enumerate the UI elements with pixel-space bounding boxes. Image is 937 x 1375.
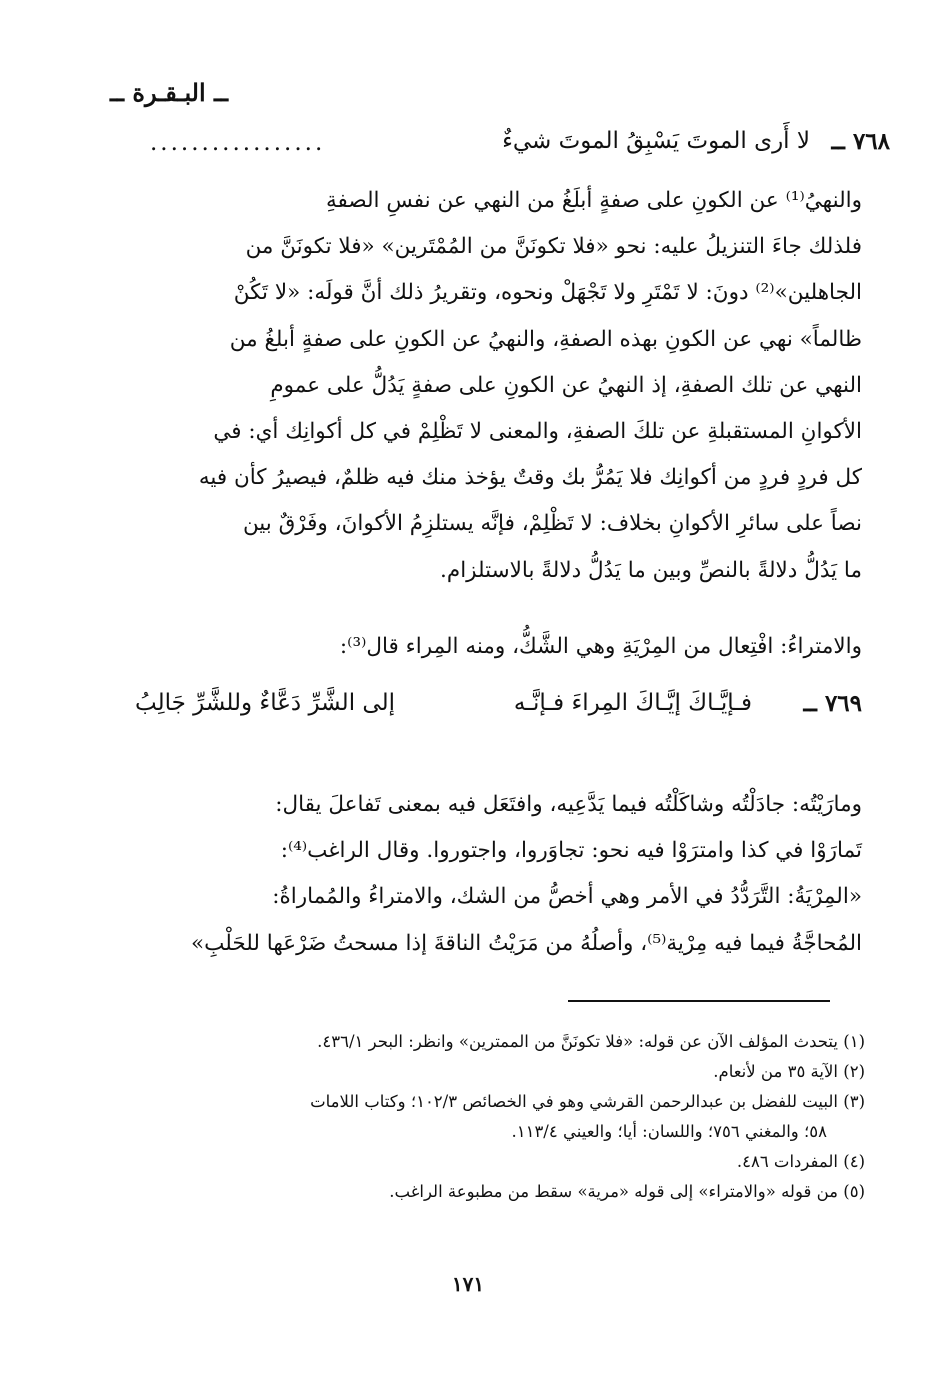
footnote-3: (٣) البيت للفضل بن عبدالرحمن القرشي وهو في الخصائص ١٠٢/٣؛ وكتاب اللامات: [310, 1092, 865, 1111]
text-line: نصاً على سائرِ الأكوانِ بخلاف: لا تَظْلِمْ، فإنَّه يستلزِمُ الأكوانَ، وفَرْقٌ بين: [242, 511, 862, 537]
paragraph-1: [135, 178, 862, 598]
text-line: والامتراءُ: افْتِعال من المِرْيَةِ وهي الشَّكُّ، ومنه المِراء قال⁽³⁾:: [339, 634, 862, 659]
verse-769: [135, 690, 862, 730]
verse-768: [150, 128, 890, 164]
paragraph-2: [135, 624, 862, 670]
text-line: تَمارَوْا في كذا وامترَوْا فيه نحو: تجاوَروا، واجتوروا. وقال الراغب⁽⁴⁾:: [280, 838, 862, 864]
running-title: ــ البـقـرة ــ: [110, 78, 229, 107]
text-line: فلذلك جاءَ التنزيلُ عليه: نحو «فلا تكونَنَّ من المُمْتَرين» «فلا تكونَنَّ من: [245, 234, 862, 260]
verse-ellipsis: .................: [150, 130, 326, 156]
text-line: ظالماً» نهي عن الكونِ بهذه الصفةِ، والنهيُ عن الكونِ على صفةٍ أبلغُ من: [229, 326, 862, 352]
footnotes: [150, 1027, 865, 1207]
running-header: [110, 78, 290, 108]
verse-hemistich-second: إلى الشَّرِّ دَعَّاءٌ وللشَّرِّ جَالِبُ: [135, 690, 395, 716]
footnote-5: (٥) من قوله «والامتراء» إلى قوله «مرية» سقط من مطبوعة الراغب.: [389, 1182, 865, 1201]
text-line: الأكوانِ المستقبلةِ عن تلكَ الصفةِ، والمعنى لا تَظْلِمْ في كل أكوانِك أي: في: [213, 419, 862, 445]
footnote-4: (٤) المفردات ٤٨٦.: [736, 1152, 865, 1171]
footnote-2: (٢) الآية ٣٥ من لأنعام.: [713, 1062, 865, 1081]
page-number: ١٧١: [451, 1272, 485, 1296]
text-line: كل فردٍ فردٍ من أكوانِك فلا يَمُرُّ بك وقتٌ يؤخذ منك فيه ظلمٌ، فيصيرُ كأن فيه: [198, 465, 862, 491]
text-line: والنهيُ⁽¹⁾ عن الكونِ على صفةٍ أبلَغُ من النهي عن نفسِ الصفةِ: [325, 188, 862, 213]
text-line: الجاهلين»⁽²⁾ دونَ: لا تَمْتَرِ ولا تَجْهَلْ ونحوه، وتقريرُ ذلك أنَّ قولَه: «لا تَكُنْ: [233, 280, 862, 306]
verse-number: ٧٦٨ ــ: [831, 128, 890, 155]
text-line: ومارَيْتُه: جادَلْتُه وشاكَلْتُه فيما يَدَّعِيه، وافتَعَل فيه بمعنى تَفاعلَ يقال:: [275, 792, 862, 817]
text-line: النهي عن تلك الصفةِ، إذ النهيُ عن الكونِ على صفةٍ يَدُلُّ على عمومِ: [270, 372, 862, 398]
footnote-1: (١) يتحدث المؤلف الآن عن قوله: «فلا تكونَنَّ من الممترين» وانظر: البحر ٤٣٦/١.: [317, 1032, 865, 1051]
verse-number: ٧٦٩ ــ: [803, 690, 862, 717]
text-line: المُحاجَّةُ فيما فيه مِرْية⁽⁵⁾، وأصلُهُ من مَرَيْتُ الناقةَ إذا مسحتُ ضَرْعَها للحَلْبِ»: [191, 930, 862, 956]
footnote-divider: [568, 1000, 830, 1002]
verse-hemistich-first: فـإيَّـاكَ إيَّـاكَ المِراءَ فـإنَّـه: [513, 690, 752, 716]
text-line: ما يَدُلُّ دلالةً بالنصِّ وبين ما يَدُلُّ دلالةً بالاستلزام.: [440, 557, 862, 583]
verse-hemistich: لا أَرى الموتَ يَسْبِقُ الموتَ شيءٌ: [502, 128, 810, 154]
paragraph-3: [135, 782, 862, 982]
text-line: «المِرْيَةُ: التَّرَدُّدُ في الأمر وهي أخصُّ من الشك، والامتراءُ والمُماراةُ:: [272, 884, 862, 910]
footnote-3-continued: ٥٨؛ والمغني ٧٥٦؛ واللسان: أيا؛ والعيني ١١٣/٤.: [511, 1122, 827, 1141]
